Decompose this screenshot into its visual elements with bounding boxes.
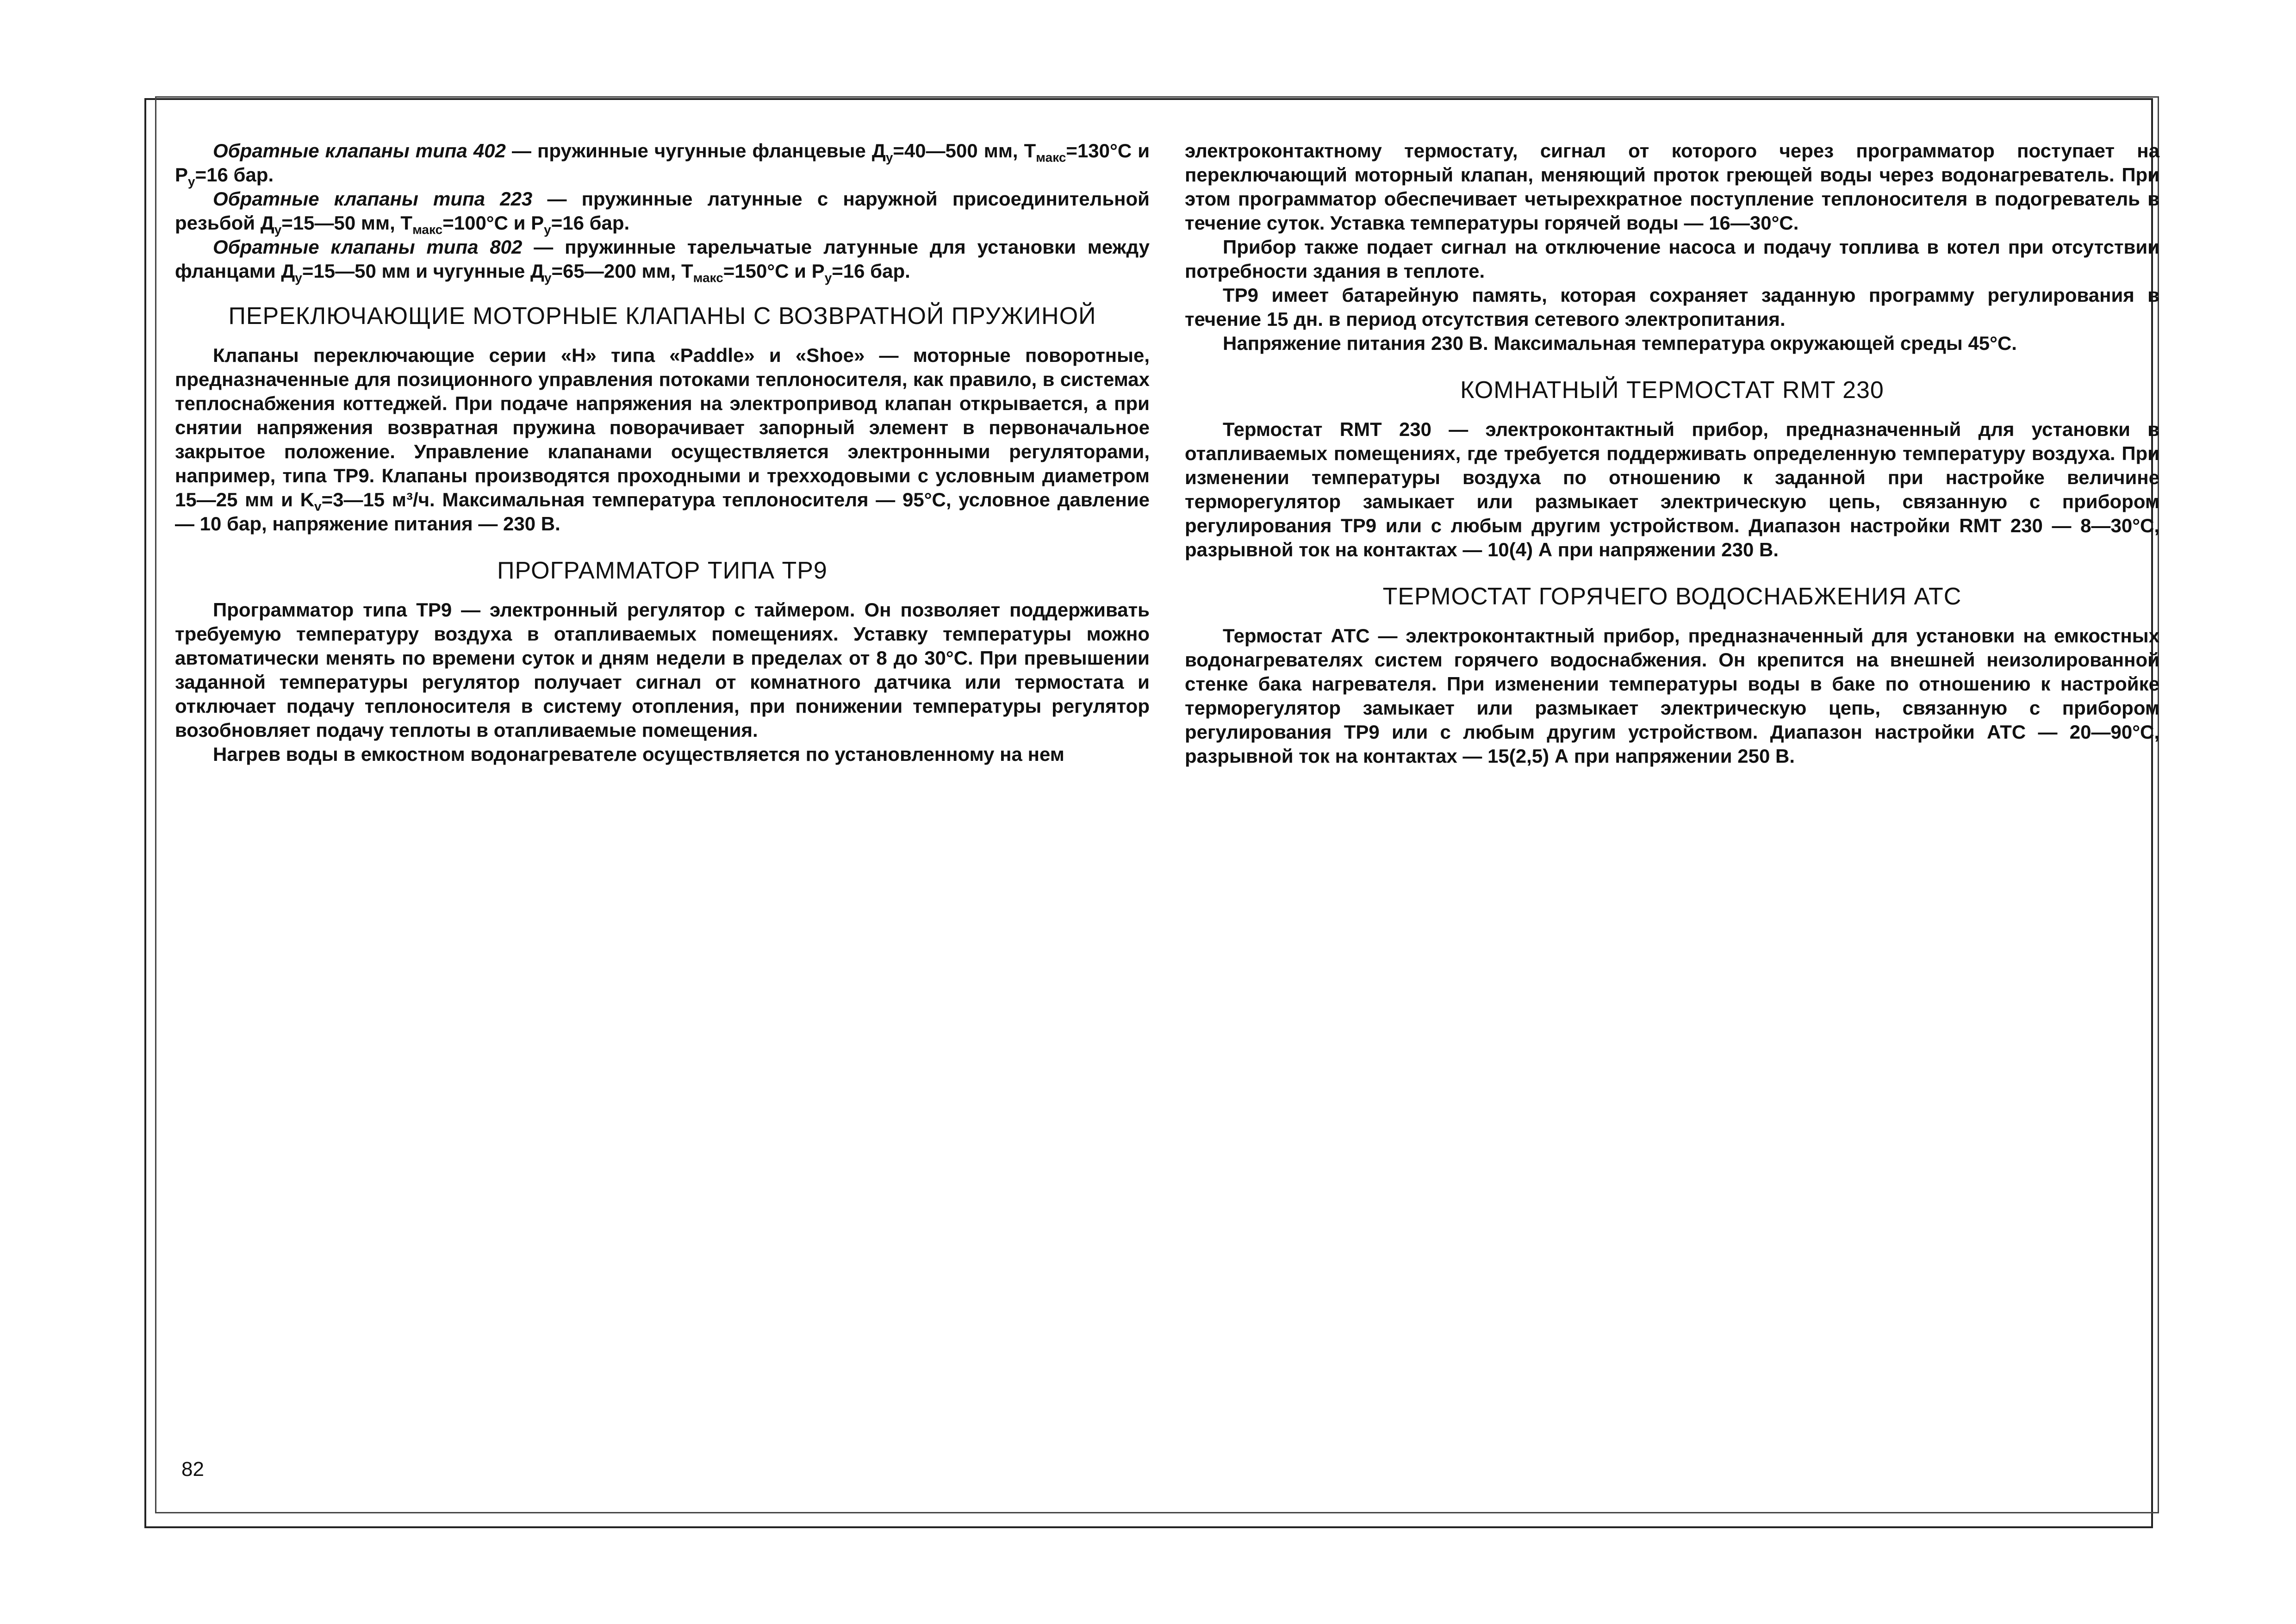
left-column xyxy=(175,139,1150,766)
valve-223-name: Обратные клапаны типа 223 xyxy=(213,188,533,210)
valve-802-text-3: =65—200 мм, Т xyxy=(551,260,693,282)
valve-802-sub-4: у xyxy=(824,270,832,285)
room-thermostat-paragraph: Термостат RMT 230 — электроконтактный прибор, предназначенный для установки в отапливаемых помещениях, где требуется поддерживать определенную температуру воздуха. При изменении температуры воздуха по отношению к заданной при настройке величине терморегулятор замыкает или размыкает электрическую цепь, связанную с прибором регулирования ТР9 или с любым другим устройством. Диапазон настройки RMT 230 — 8—30°С, разрывной ток на контактах — 10(4) А при напряжении 230 В. xyxy=(1185,418,2159,560)
programmer-paragraph-1: Программатор типа ТР9 — электронный регулятор с таймером. Он позволяет поддерживать требуемую температуру воздуха в отапливаемых помещениях. Уставку температуры можно автоматически менять по времени суток и дням недели в пределах от 8 до 30°С. При превышении заданной температуры регулятор получает сигнал от комнатного датчика или термостата и отключает подачу теплоносителя в систему отопления, при понижении температуры регулятор возобновляет подачу теплоты в отапливаемые помещения. xyxy=(175,599,1150,741)
valve-402-name: Обратные клапаны типа 402 xyxy=(213,140,506,162)
programmer-continued-paragraph-4: Напряжение питания 230 В. Максимальная температура окружающей среды 45°С. xyxy=(1223,332,2017,354)
valve-802-text-2: =15—50 мм и чугунные Д xyxy=(302,260,544,282)
valve-402-text-2: =40—500 мм, Т xyxy=(893,140,1036,162)
valve-223-text-4: =16 бар. xyxy=(551,212,630,234)
valve-802-paragraph xyxy=(175,235,1150,283)
valve-223-paragraph xyxy=(175,187,1150,235)
right-column xyxy=(1185,139,2159,768)
valve-802-text-5: =16 бар. xyxy=(832,260,910,282)
valve-802-sub-2: у xyxy=(544,270,552,285)
programmer-continued-paragraph-1: электроконтактному термостату, сигнал от которого через программатор поступает на переключающий моторный клапан, меняющий проток греющей воды через водонагреватель. При этом программатор обеспечивает четырехкратное поступление теплоносителя в подогреватель в течение суток. Уставка температуры горячей воды — 16—30°С. xyxy=(1185,140,2159,234)
valve-223-text-2: =15—50 мм, Т xyxy=(281,212,413,234)
valve-802-text-4: =150°С и Р xyxy=(723,260,825,282)
programmer-continued-paragraph-3: ТР9 имеет батарейную память, которая сохраняет заданную программу регулирования в течение 15 дн. в период отсутствия сетевого электропитания. xyxy=(1185,284,2159,330)
programmer-paragraph-2: Нагрев воды в емкостном водонагревателе осуществляется по установленному на нем xyxy=(213,743,1064,765)
valve-802-text-1: — пружинные тарельчатые латунные для установки между фланцами Д xyxy=(175,236,1150,282)
valve-802-sub-3: макс xyxy=(693,270,723,285)
section-title-switching-valves: ПЕРЕКЛЮЧАЮЩИЕ МОТОРНЫЕ КЛАПАНЫ С ВОЗВРАТНОЙ ПРУЖИНОЙ xyxy=(228,303,1096,330)
section-title-hot-water-thermostat: ТЕРМОСТАТ ГОРЯЧЕГО ВОДОСНАБЖЕНИЯ АТС xyxy=(1382,583,1962,610)
valve-223-text-3: =100°С и Р xyxy=(442,212,544,234)
valve-402-sub-3: у xyxy=(188,174,195,189)
switching-valves-text-b: =3—15 м³/ч. Максимальная температура теплоносителя — 95°С, условное давление — 10 бар, напряжение питания — 230 В. xyxy=(175,489,1150,535)
section-title-room-thermostat: КОМНАТНЫЙ ТЕРМОСТАТ RMT 230 xyxy=(1460,377,1884,404)
valve-402-text-3: =130°С и Р xyxy=(175,140,1150,186)
valve-802-name: Обратные клапаны типа 802 xyxy=(213,236,523,258)
programmer-continued-paragraph-2: Прибор также подает сигнал на отключение насоса и подачу топлива в котел при отсутствии потребности здания в теплоте. xyxy=(1185,236,2159,282)
switching-valves-paragraph xyxy=(175,343,1150,536)
valve-223-sub-3: у xyxy=(544,222,551,237)
switching-valves-sub: v xyxy=(314,499,322,514)
section-title-programmer: ПРОГРАММАТОР ТИПА ТР9 xyxy=(497,557,828,584)
valve-802-sub-1: у xyxy=(295,270,302,285)
hot-water-thermostat-paragraph: Термостат АТС — электроконтактный прибор, предназначенный для установки на емкостных водонагревателях систем горячего водоснабжения. Он крепится на внешней неизолированной стенке бака нагревателя. При изменении температуры воды в баке по отношению к настройке терморегулятор замыкает или размыкает электрическую цепь, связанную с прибором регулирования ТР9 или с любым другим устройством. Диапазон настройки АТС — 20—90°С, разрывной ток на контактах — 15(2,5) А при напряжении 250 В. xyxy=(1185,625,2159,767)
valve-402-paragraph xyxy=(175,139,1150,187)
valve-223-sub-2: макс xyxy=(412,222,443,237)
page-number: 82 xyxy=(181,1458,204,1481)
valve-223-sub-1: у xyxy=(274,222,282,237)
valve-223-text-1: — пружинные латунные с наружной присоединительной резьбой Д xyxy=(175,188,1150,234)
valve-402-sub-1: у xyxy=(885,150,893,165)
valve-402-text-1: — пружинные чугунные фланцевые Д xyxy=(505,140,886,162)
valve-402-text-4: =16 бар. xyxy=(195,164,274,186)
switching-valves-text-a: Клапаны переключающие серии «Н» типа «Paddle» и «Shoe» — моторные поворотные, предназначенные для позиционного управления потоками теплоносителя, как правило, в системах теплоснабжения коттеджей. При подаче напряжения на электропривод клапан открывается, а при снятии напряжения возвратная пружина поворачивает запорный элемент в первоначальное закрытое положение. Управление клапанами осуществляется электронными регуляторами, например, типа ТР9. Клапаны производятся проходными и трехходовыми с условным диаметром 15—25 мм и K xyxy=(175,344,1150,510)
valve-402-sub-2: макс xyxy=(1036,150,1066,165)
